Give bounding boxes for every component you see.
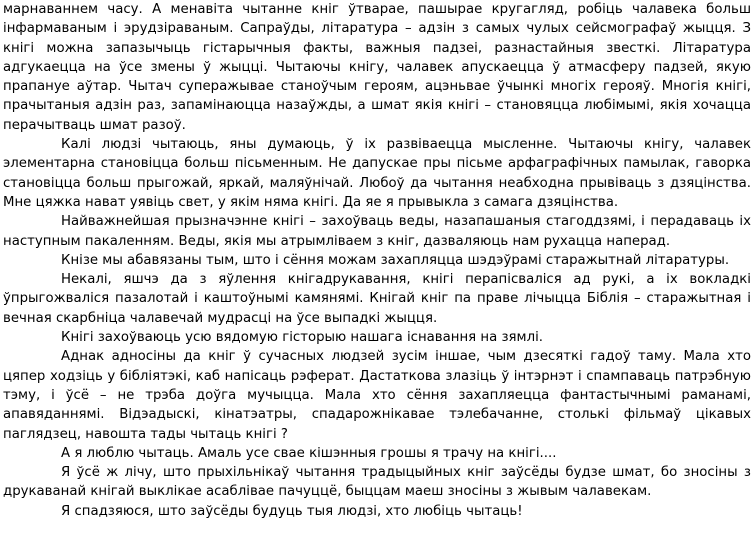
document-page xyxy=(3,0,751,521)
paragraph-7: Аднак адносіны да кніг ў сучасных людзей зусім іншае, чым дзесяткі гадоў таму. Мала хто цяпер ходзіць у бібліятэкі, каб напісаць рэферат. Дастаткова злазіць ў інтэрнэт і спампаваць патрэбную тэму, і ўсё – не трэба доўга мучыцца. Мала хто сёння захапляецца фантастычнымі раманамі, апавяданнямі. Відэадыскі, кінатэатры, спадарожнікавае тэлебачанне, столькі фільмаў цікавых паглядзец, навошта тады чытаць кнігі ? xyxy=(3,349,751,442)
paragraph-4: Кнізе мы абавязаны тым, што і сёння можам захапляцца шэдэўрамі старажытнай літаратуры. xyxy=(61,252,730,268)
paragraph-1: марнаваннем часу. А менавіта чытанне кніг ўтварае, пашырае кругагляд, робіць чалавека больш інфармаваным і эрудзіраваным. Сапраўды, літаратура – адзін з самых чулых сейсмографаў жыцця. З кнігі можна запазычыць гістарычныя факты, важныя падзеі, разнастайныя звесткі. Літаратура адгукаецца на ўсе змены ў жыцці. Чытаючы кнігу, чалавек апускаецца ў атмасферу падзей, якую прапануе аўтар. Чытач суперажывае станоўчым героям, ацэньвае ўчынкі многіх герояў. Многія кнігі, прачытаныя адзін раз, запамінаюцца назаўжды, а шмат якія кнігі – становяцца любімымі, якія хочацца перачытваць шмат разоў. xyxy=(3,2,751,133)
paragraph-9: Я ўсё ж лічу, што прыхільнікаў чытання традыцыйных кніг заўсёды будзе шмат, бо зносіны з друкаванай кнігай выклікае асаблівае пачуццё, быццам маеш зносіны з жывым чалавекам. xyxy=(3,465,751,500)
paragraph-3: Найважнейшая прызначэнне кнігі – захоўваць веды, назапашаныя стагоддзямі, і перадаваць іх наступным пакаленням. Веды, якія мы атрымліваем з кніг, дазваляюць нам рухацца наперад. xyxy=(3,214,751,249)
paragraph-8: А я люблю чытаць. Амаль усе свае кішэнныя грошы я трачу на кнігі.... xyxy=(61,445,557,461)
paragraph-10: Я спадзяюся, што заўсёды будуць тыя людзі, хто любіць чытаць! xyxy=(61,503,523,519)
paragraph-5: Некалі, яшчэ да з яўлення кнігадрукавання, кнігі перапісваліся ад рукі, а іх вокладкі ўпрыгожваліся пазалотай і каштоўнымі камянямі. Кнігай кніг па праве лічыцца Біблія – старажытная і вечная скарбніца чалавечай мудрасці на ўсе выпадкі жыцця. xyxy=(3,272,751,326)
paragraph-6: Кнігі захоўваюць усю вядомую гісторыю нашага існавання на зямлі. xyxy=(61,330,543,346)
paragraph-2: Калі людзі чытаюць, яны думаюць, ў іх развіваецца мысленне. Чытаючы кнігу, чалавек элементарна становіцца больш пісьменным. Не дапускае пры пісьме арфаграфічных памылак, гаворка становіцца больш прыгожай, яркай, маляўнічай. Любоў да чытання неабходна прывіваць з дзяцінства. Мне цяжка нават уявіць свет, у якім няма кнігі. Да яе я прывыкла з самага дзяцінства. xyxy=(3,137,751,210)
